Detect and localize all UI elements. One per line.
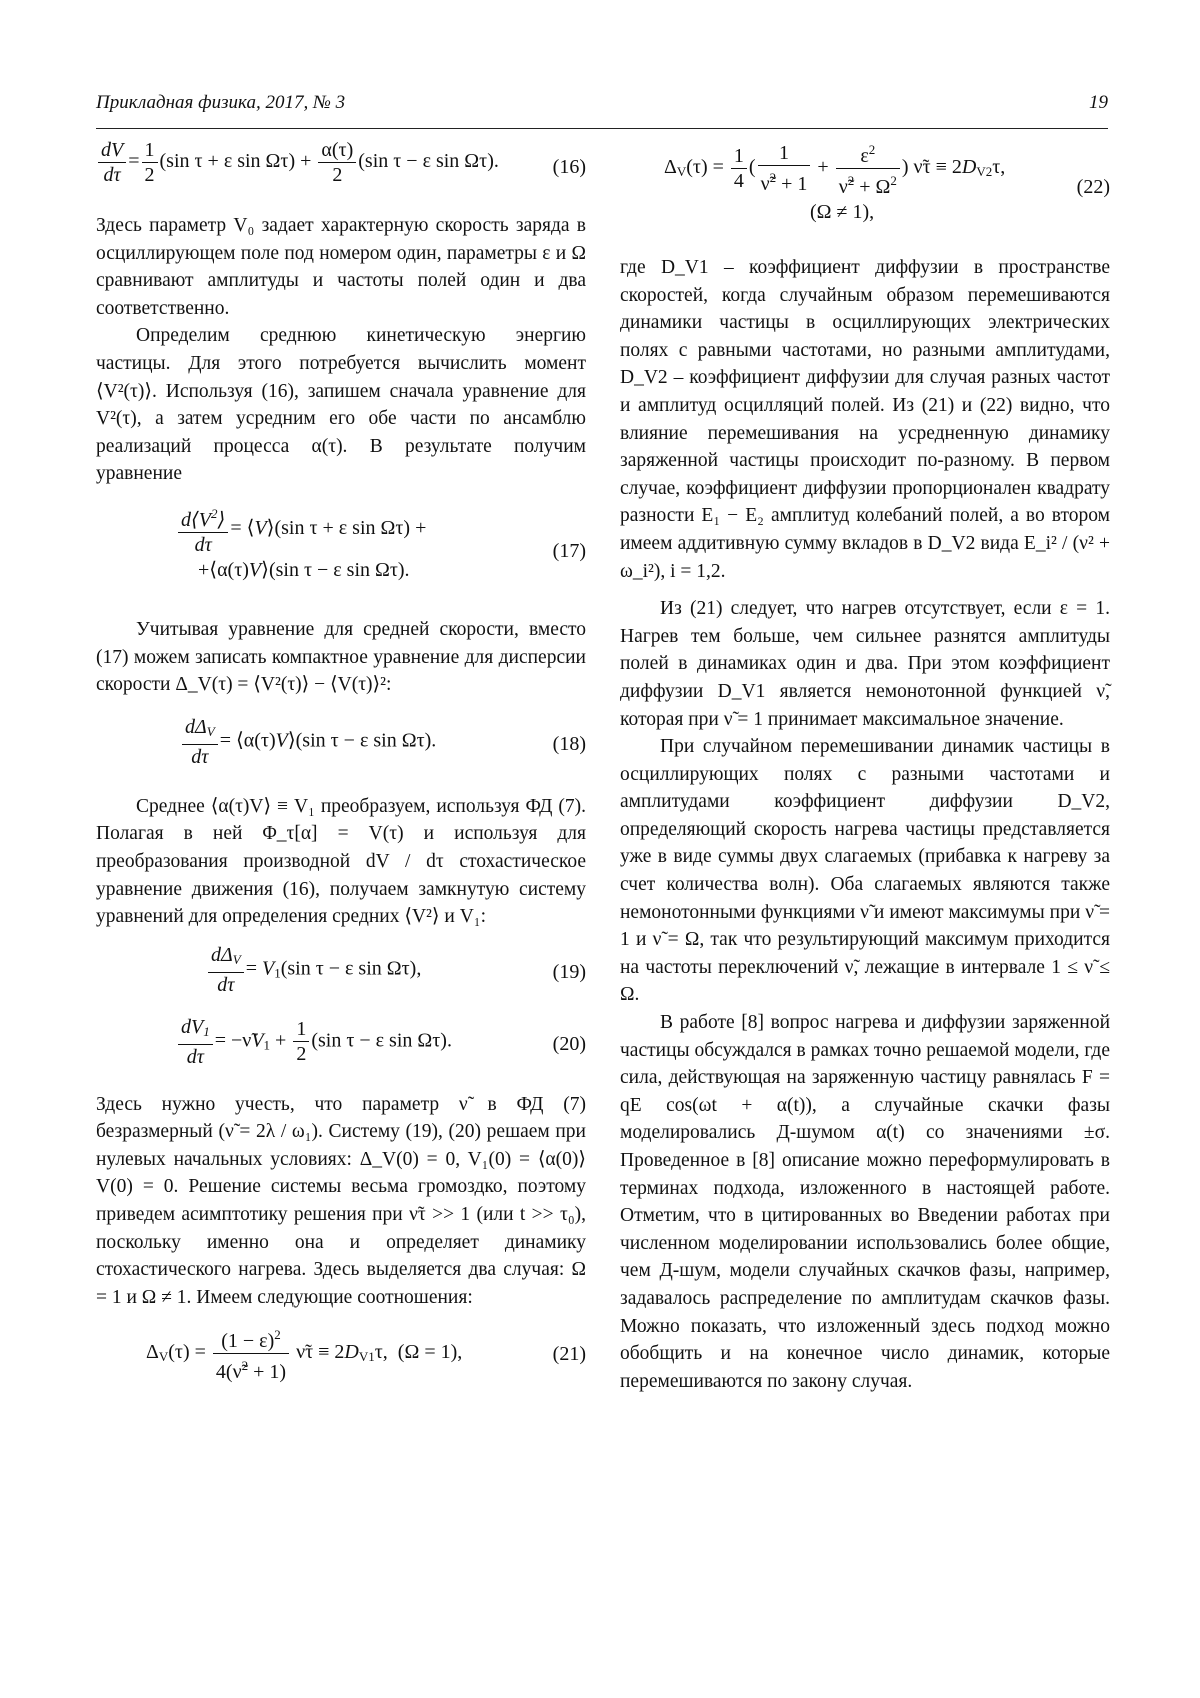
journal-title: Прикладная физика, 2017, № 3 (96, 92, 346, 113)
page-number: 19 (1089, 92, 1108, 113)
equation-16: $\frac{dV}{d\tau}$ = $\frac{1}{2}$ (sin τ + ε sin Ωτ) + $\frac{\alpha(\tau)}{2}$ (sin τ − ε sin Ωτ). (16) (96, 138, 586, 198)
equation-19-number: (19) (552, 960, 586, 983)
equation-19: $\frac{d\Delta_V}{d\tau}$ = $V_1(\sin$ τ − ε sin Ωτ), (19) (96, 943, 586, 1003)
running-header (96, 92, 1108, 129)
equation-17: $\frac{d⟨V^2⟩}{d\tau}$ = ⟨V⟩(sin τ + ε sin Ωτ) + +⟨α(τ)V⟩(sin τ − ε sin Ωτ). (17) (96, 502, 586, 602)
paragraph: Учитывая уравнение для средней скорости, вместо (17) можем записать компактное уравнение для дисперсии скорости Δ_V(τ) = ⟨V²(τ)⟩ − ⟨V(τ)⟩²: (96, 618, 586, 696)
equation-22: $\Delta_V(\tau)$ = $\frac{1}{4}$ ( $\frac{1}{\nũ^2 + 1}$ + $\frac{\varepsilon^2}{\nũ^2 + \Omega^2}$ ) ν̃τ ≡ $2D_{V2}\tau$, (Ω ≠ 1), (22) (620, 138, 1110, 238)
equation-16-number: (16) (552, 156, 586, 179)
paragraph: Здесь параметр V₀ задает характерную скорость заряда в осциллирующем поле под номером один, параметры ε и Ω сравнивают амплитуды и частоты полей один и два соответственно. (96, 215, 586, 319)
equation-22-number: (22) (1076, 176, 1110, 199)
paragraph: В работе [8] вопрос нагрева и диффузии заряженной частицы обсуждался в рамках точно решаемой модели, где сила, действующая на заряженную частицу равнялась F = qE cos(ωt + α(t)), а случайные скачки фазы моделировались Д-шумом α(t) со значениями ±σ. Проведенное в [8] описание можно переформулировать в терминах подхода, изложенного в настоящей работе. Отметим, что в цитированных во Введении работах при численном моделировании использовались более общие, чем Д-шум, модели случайных скачков фазы, например, задавалось распределение по амплитудам скачков фазы. Можно показать, что изложенный здесь подход можно обобщить и на конечное число динамик, которые перемешиваются по закону случая. (620, 1012, 1110, 1392)
paragraph: Среднее ⟨α(τ)V⟩ ≡ V₁ преобразуем, используя ФД (7). Полагая в ней Φ_τ[α] = V(τ) и используя для преобразования производной dV / dτ стохастическое уравнение движения (16), получаем замкнутую систему уравнений для определения средних ⟨V²⟩ и V₁: (96, 795, 586, 928)
paragraph: Определим среднюю кинетическую энергию частицы. Для этого потребуется вычислить момент ⟨V²(τ)⟩. Используя (16), запишем сначала уравнение для V²(τ), а затем усредним его обе части по ансамблю реализаций процесса α(τ). В результате получим уравнение (96, 325, 586, 485)
left-column (96, 130, 586, 1395)
paragraph: При случайном перемешивании динамик частицы в осциллирующих полях с разными частотами и амплитудами коэффициент диффузии D_V2, определяющий скорость нагрева частицы представляется уже в виде суммы двух слагаемых (прибавка к нагреву за счет количества волн). Оба слагаемых являются также немонотонными функциями ν̃ и имеют максимумы при ν̃ = 1 и ν̃ = Ω, так что результирующий максимум приходится на частоты переключений ν̃, лежащие в интервале 1 ≤ ν̃ ≤ Ω. (620, 736, 1110, 1006)
paragraph: Из (21) следует, что нагрев отсутствует, если ε = 1. Нагрев тем больше, чем сильнее разнятся амплитуды полей в динамиках один и два. При этом коэффициент диффузии D_V1 является немонотонной функцией ν̃, которая при ν̃ = 1 принимает максимальное значение. (620, 598, 1110, 730)
equation-22-condition: (Ω ≠ 1), (810, 201, 875, 223)
equation-20-number: (20) (552, 1032, 586, 1055)
equation-21: $\Delta_V(\tau)$ = $\frac{(1 - \varepsilon)^2}{4(\nũ^2 + 1)}$ ν̃τ ≡ $2D_{V1}\tau$, (Ω = 1), (21) (96, 1323, 586, 1387)
paragraph: где D_V1 – коэффициент диффузии в пространстве скоростей, когда случайным образом перемешиваются динамики частицы в осциллирующих электрических полях с равными частотами, но разными амплитудами, D_V2 – коэффициент диффузии для случая разных частот и амплитуд осцилляций полей. Из (21) и (22) видно, что влияние перемешивания на усредненную динамику заряженной частицы происходит по-разному. В первом случае, коэффициент диффузии пропорционален квадрату разности E₁ − E₂ амплитуд колебаний полей, а во втором имеем аддитивную сумму вкладов в D_V2 вида E_i² / (ν² + ω_i²), i = 1,2. (620, 257, 1110, 582)
equation-21-number: (21) (552, 1343, 586, 1366)
right-column (620, 130, 1110, 1395)
equation-18: $\frac{d\Delta_V}{d\tau}$ = ⟨α(τ)V⟩(sin τ − ε sin Ωτ). (18) (96, 715, 586, 775)
equation-17-number: (17) (552, 540, 586, 563)
paragraph: Здесь нужно учесть, что параметр ν̃ в ФД (7) безразмерный (ν̃ = 2λ / ω₁). Систему (19), (20) решаем при нулевых начальных условиях: Δ_V(0) = 0, V₁(0) = ⟨α(0)⟩V(0) = 0. Решение системы весьма громоздко, поэтому приведем асимптотику решения при ν̃τ >> 1 (или t >> τ₀), поскольку именно она и определяет динамику стохастического нагрева. Здесь выделяется два случая: Ω = 1 и Ω ≠ 1. Имеем следующие соотношения: (96, 1093, 586, 1308)
equation-20: $\frac{dV_1}{d\tau}$ = $-\nũV_1$ + $\frac{1}{2}$ (sin τ − ε sin Ωτ). (20) (96, 1015, 586, 1075)
equation-18-number: (18) (552, 732, 586, 755)
